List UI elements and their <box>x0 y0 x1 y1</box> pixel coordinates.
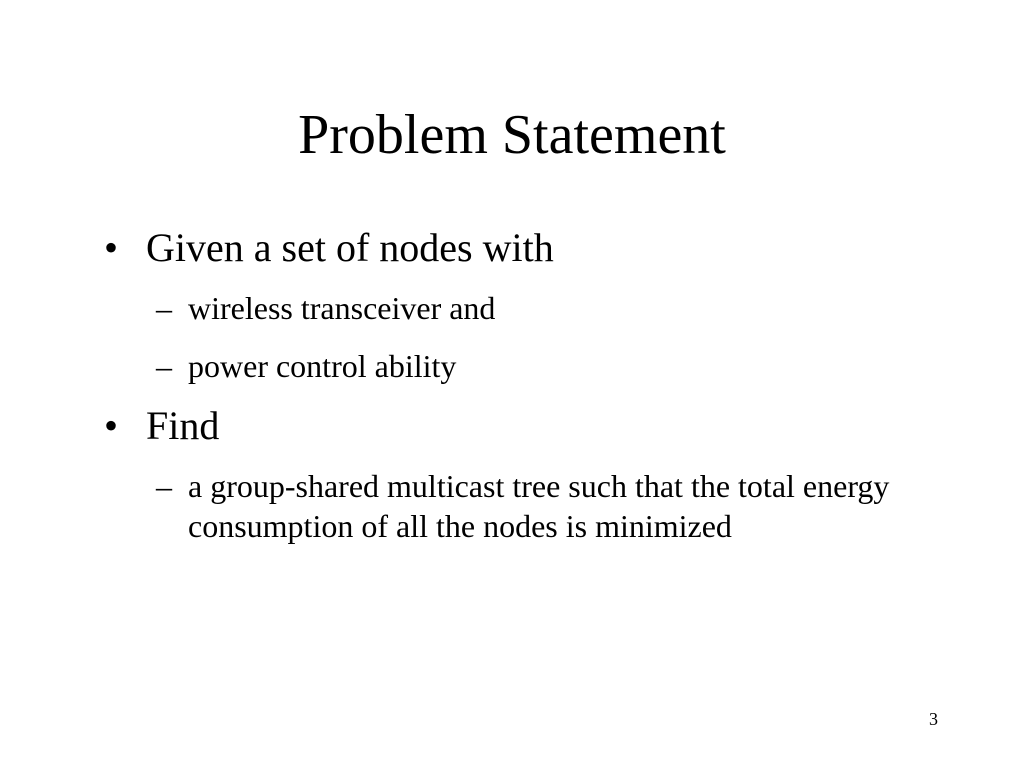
sub-list <box>100 288 960 386</box>
bullet-item <box>100 400 960 546</box>
sub-list <box>100 466 960 546</box>
bullet-text: Find <box>146 403 220 448</box>
sub-item <box>156 288 960 328</box>
dash-icon: – <box>156 348 172 384</box>
dash-icon: – <box>156 468 172 504</box>
bullet-list <box>100 222 960 546</box>
bullet-row <box>100 400 960 452</box>
bullet-icon: • <box>104 403 119 448</box>
sub-item <box>156 466 960 546</box>
bullet-text: Given a set of nodes with <box>146 225 554 270</box>
sub-item <box>156 346 960 386</box>
bullet-item <box>100 222 960 386</box>
sub-item-text: a group-shared multicast tree such that the total energy consumption of all the nodes is minimized <box>188 468 890 544</box>
dash-icon: – <box>156 290 172 326</box>
sub-item-text: power control ability <box>188 348 457 384</box>
slide-title: Problem Statement <box>298 104 726 166</box>
bullet-icon: • <box>104 225 119 270</box>
sub-item-text: wireless transceiver and <box>188 290 496 326</box>
bullet-row <box>100 222 960 274</box>
slide-number: 3 <box>929 709 938 729</box>
